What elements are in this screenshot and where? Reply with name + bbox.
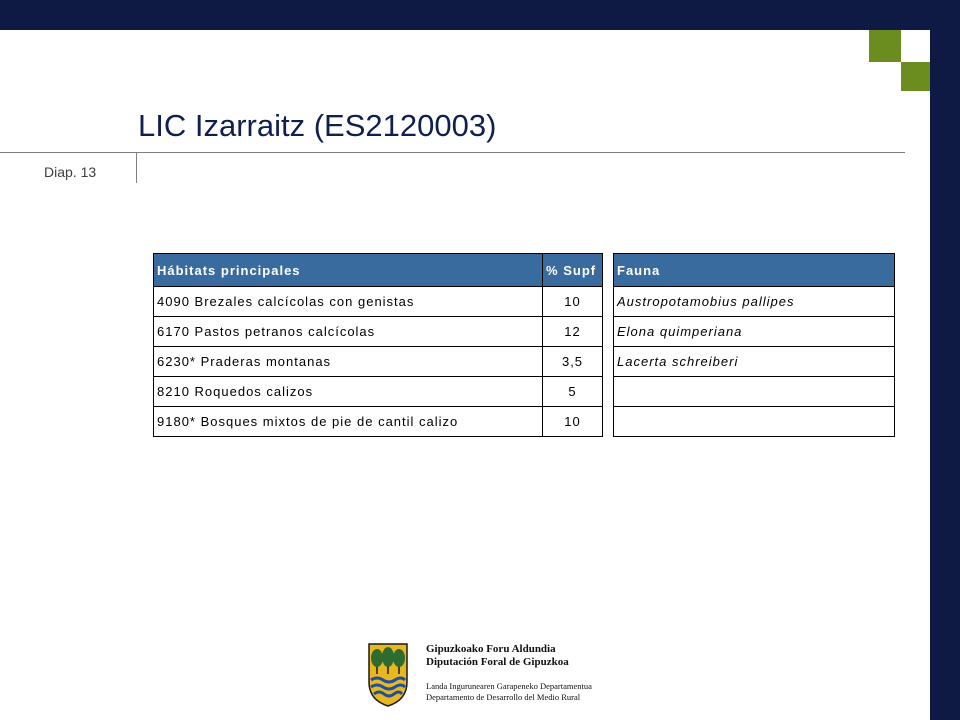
gipuzkoa-coat-of-arms-icon	[366, 642, 410, 708]
fauna-table	[613, 253, 895, 437]
surface-header: % Supf	[543, 254, 603, 287]
fauna-species: Austropotamobius pallipes	[614, 287, 895, 317]
organization-block	[426, 643, 592, 703]
title-vertical-divider	[136, 152, 137, 183]
habitat-name: 6230* Praderas montanas	[154, 347, 543, 377]
slide-number: Diap. 13	[44, 164, 97, 180]
habitat-table	[153, 253, 603, 437]
table-row	[614, 347, 895, 377]
corner-decoration-square-2	[901, 62, 930, 91]
habitat-name: 9180* Bosques mixtos de pie de cantil calizo	[154, 407, 543, 437]
table-row	[154, 317, 603, 347]
habitat-surface: 5	[543, 377, 603, 407]
fauna-species: Elona quimperiana	[614, 317, 895, 347]
fauna-species: Lacerta schreiberi	[614, 347, 895, 377]
corner-decoration-square	[869, 30, 901, 62]
table-row	[614, 317, 895, 347]
habitat-name: 6170 Pastos petranos calcícolas	[154, 317, 543, 347]
habitat-header: Hábitats principales	[154, 254, 543, 287]
habitat-surface: 12	[543, 317, 603, 347]
table-row	[614, 287, 895, 317]
dept-name-spanish: Departamento de Desarrollo del Medio Rural	[426, 692, 581, 702]
top-bar	[0, 0, 960, 30]
slide-title: LIC Izarraitz (ES2120003)	[138, 108, 497, 143]
org-name-spanish: Diputación Foral de Gipuzkoa	[426, 656, 569, 668]
table-row	[154, 347, 603, 377]
habitat-surface: 10	[543, 287, 603, 317]
fauna-header: Fauna	[614, 254, 895, 287]
right-bar	[930, 0, 960, 720]
table-row	[154, 287, 603, 317]
table-row	[154, 407, 603, 437]
habitat-name: 8210 Roquedos calizos	[154, 377, 543, 407]
table-row	[154, 377, 603, 407]
table-header-row	[614, 254, 895, 287]
habitat-surface: 10	[543, 407, 603, 437]
org-name-basque: Gipuzkoako Foru Aldundia	[426, 643, 556, 655]
habitat-name: 4090 Brezales calcícolas con genistas	[154, 287, 543, 317]
habitat-surface: 3,5	[543, 347, 603, 377]
fauna-species	[614, 377, 895, 407]
table-header-row	[154, 254, 603, 287]
table-row	[614, 377, 895, 407]
dept-name-basque: Landa Ingurunearen Garapeneko Departamentua	[426, 681, 592, 691]
fauna-species	[614, 407, 895, 437]
table-row	[614, 407, 895, 437]
